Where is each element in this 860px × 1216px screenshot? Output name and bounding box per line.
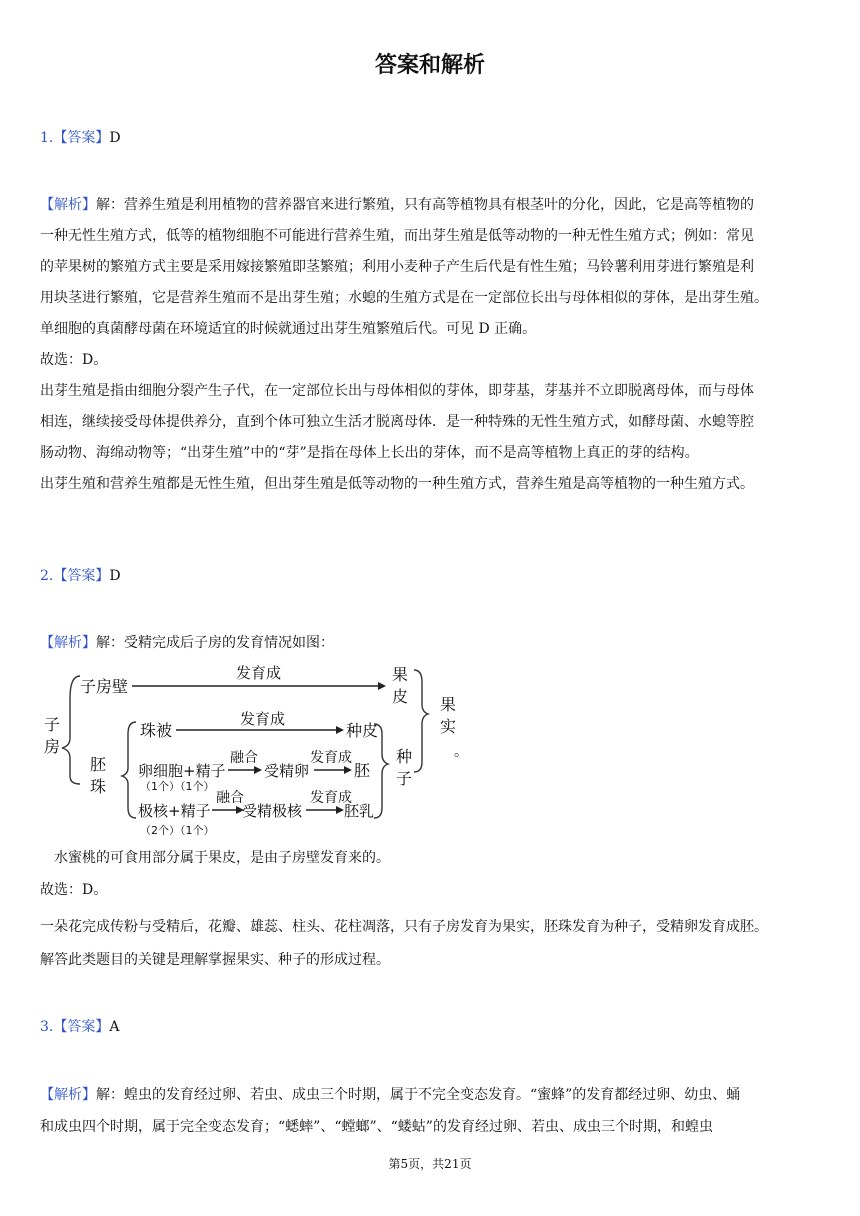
label-pei: 胚 [354, 761, 371, 780]
q1-answer: D [109, 130, 121, 146]
label-luan-count: （1个）（1个） [140, 780, 215, 793]
q2-analysis-line: 解答此类题目的关键是理解掌握果实、种子的形成过程。 [40, 952, 390, 968]
ovary-development-diagram [40, 658, 480, 844]
label-peizhu-2: 珠 [90, 777, 107, 796]
label-peiru: 胚乳 [344, 802, 375, 820]
label-shoujingluan: 受精卵 [264, 762, 310, 780]
label-shoujingjihe: 受精极核 [242, 802, 303, 820]
q1-analysis-line: 单细胞的真菌酵母菌在环境适宜的时候就通过出芽生殖繁殖后代。可见 D 正确。 [40, 321, 537, 337]
q3-text: 解：蝗虫的发育经过卵、若虫、成虫三个时期，属于不完全变态发育。“蜜蜂”的发育都经过卵、幼虫、蛹 [96, 1087, 741, 1103]
q3-analysis-line: 和成虫四个时期，属于完全变态发育；“蟋蟀”、“螳螂”、“蝼蛄”的发育经过卵、若虫、成虫三个时期，和蝗虫 [40, 1119, 713, 1135]
label-ronghe-1: 融合 [230, 750, 258, 766]
q2-answer: D [109, 568, 121, 584]
q1-analysis-tag: 【解析】 [40, 197, 96, 213]
q2-analysis-line: 水蜜桃的可食用部分属于果皮，是由子房壁发育来的。 [54, 850, 390, 866]
fruit-brace [414, 670, 428, 772]
q1-analysis-line: 相连，继续接受母体提供养分，直到个体可独立生活才脱离母体．是一种特殊的无性生殖方式，如酵母菌、水螅等腔 [40, 414, 754, 430]
label-jihe-count: （2个）（1个） [140, 824, 215, 837]
label-guopi-1: 果 [392, 665, 409, 684]
q2-answer-tag: 【答案】 [53, 568, 110, 584]
page-footer: 第5页，共21页 [388, 1157, 472, 1171]
q1-answer-tag: 【答案】 [53, 130, 110, 146]
q1-analysis-line: 出芽生殖是指由细胞分裂产生子代，在一定部位长出与母体相似的芽体，即芽基，芽基并不立即脱离母体，而与母体 [40, 383, 754, 399]
inner-brace [122, 722, 136, 818]
q2-number: 2. [40, 568, 54, 584]
label-peizhu-1: 胚 [90, 755, 107, 774]
q3-analysis-line-1 [40, 1085, 820, 1105]
label-zhongzi-2: 子 [396, 769, 413, 788]
q2-analysis-line: 一朵花完成传粉与受精后，花瓣、雄蕊、柱头、花柱凋落，只有子房发育为果实，胚珠发育为种子，受精卵发育成胚。 [40, 919, 768, 935]
label-zifangbi: 子房壁 [80, 677, 129, 696]
left-brace [62, 676, 80, 784]
label-fayucheng-4: 发育成 [310, 790, 352, 806]
label-fayucheng-2: 发育成 [240, 710, 286, 728]
label-zhubei: 珠被 [140, 721, 173, 740]
q3-analysis-tag: 【解析】 [40, 1087, 96, 1103]
q1-analysis-line: 用块茎进行繁殖，它是营养生殖而不是出芽生殖；水螅的生殖方式是在一定部位长出与母体相似的芽体，是出芽生殖。 [40, 290, 768, 306]
q2-analysis-intro [40, 633, 820, 653]
q1-analysis-line: 的苹果树的繁殖方式主要是采用嫁接繁殖即茎繁殖；利用小麦种子产生后代是有性生殖；马铃薯利用芽进行繁殖是利 [40, 259, 754, 275]
label-zifang-1: 子 [44, 715, 61, 734]
q1-text: 解：营养生殖是利用植物的营养器官来进行繁殖，只有高等植物具有根茎叶的分化，因此，它是高等植物的 [96, 197, 754, 213]
q1-choice-line: 故选：D。 [40, 352, 108, 368]
label-zhongpi: 种皮 [346, 721, 379, 740]
q2-intro-text: 解：受精完成后子房的发育情况如图： [96, 635, 334, 651]
label-zifang-2: 房 [44, 737, 61, 756]
q2-analysis-tag: 【解析】 [40, 635, 96, 651]
q3-number: 3. [40, 1019, 54, 1035]
q3-answer-line [40, 1017, 820, 1037]
q1-analysis-line-1 [40, 195, 820, 215]
q1-answer-line [40, 128, 820, 148]
label-guopi-2: 皮 [392, 687, 409, 706]
q2-choice-line: 故选：D。 [40, 882, 108, 898]
label-fayucheng-3: 发育成 [310, 750, 352, 766]
page-title: 答案和解析 [374, 53, 485, 78]
q3-answer-tag: 【答案】 [53, 1019, 110, 1035]
label-ronghe-2: 融合 [216, 790, 244, 806]
label-guoshi-1: 果 [440, 695, 457, 714]
q1-analysis-line: 一种无性生殖方式，低等的植物细胞不可能进行营养生殖，而出芽生殖是低等动物的一种无性生殖方式；例如：常见 [40, 228, 754, 244]
q1-number: 1. [40, 130, 54, 146]
label-luanxibao: 卵细胞+精子 [138, 762, 226, 780]
q2-answer-line [40, 566, 820, 586]
q1-analysis-line: 出芽生殖和营养生殖都是无性生殖，但出芽生殖是低等动物的一种生殖方式，营养生殖是高等植物的一种生殖方式。 [40, 476, 754, 492]
label-fayucheng-1: 发育成 [236, 664, 282, 682]
q3-answer: A [109, 1019, 120, 1035]
label-jihe: 极核+精子 [138, 802, 211, 820]
label-guoshi-2: 实 [440, 717, 457, 736]
q1-analysis-line: 肠动物、海绵动物等；“出芽生殖”中的“芽”是指在母体上长出的芽体，而不是高等植物上真正的芽的结构。 [40, 445, 699, 461]
diagram-period: 。 [454, 744, 468, 760]
label-zhongzi-1: 种 [396, 747, 413, 766]
